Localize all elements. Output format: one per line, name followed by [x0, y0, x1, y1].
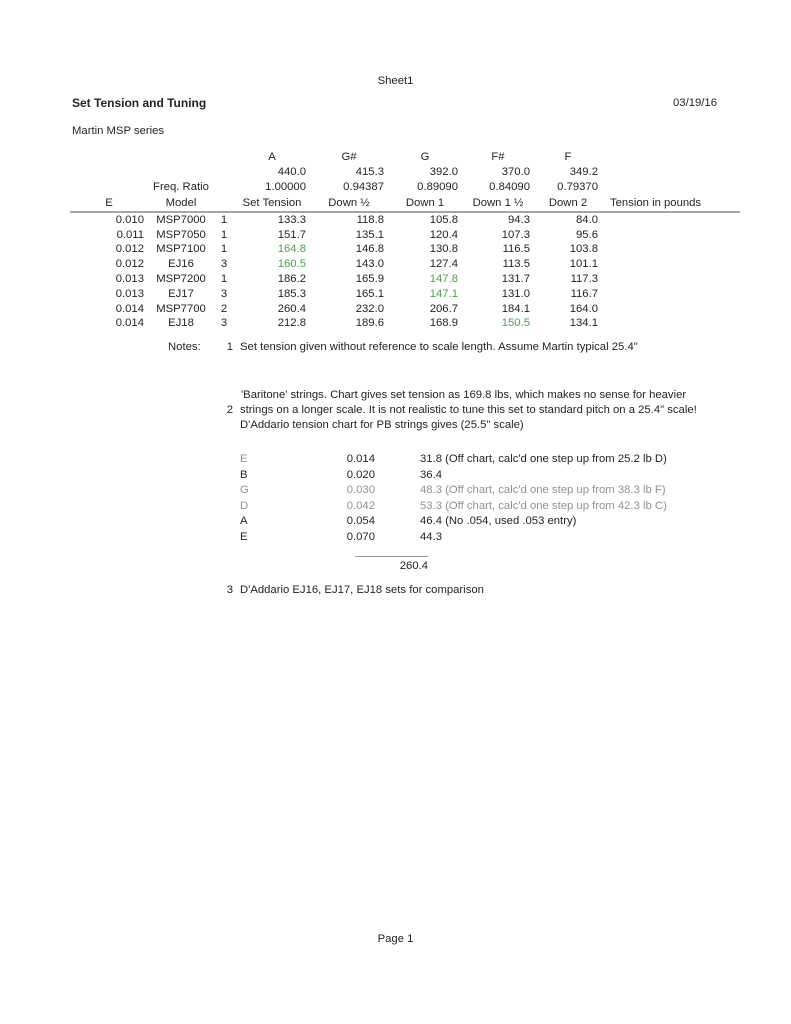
model-cell: MSP7700 [156, 302, 206, 315]
model-cell: EJ16 [168, 258, 194, 271]
notes-label: Notes: [168, 341, 201, 353]
header-gauge: E [70, 196, 148, 212]
down-1-half-cell: 131.7 [501, 273, 530, 285]
string-gauge: 0.014 [346, 453, 375, 465]
freq-ratio-value: 0.89090 [417, 181, 458, 194]
string-note: G [240, 484, 249, 497]
note-2-number: 2 [226, 404, 233, 416]
note-2-text-line2: strings on a longer scale. It is not realistic to tune this set to standard pitch on a 25.4" scale! [240, 404, 697, 416]
gauge-cell: 0.012 [115, 258, 144, 271]
string-tension: 48.3 (Off chart, calc'd one step up from 38.3 lb F) [420, 484, 666, 497]
down-half-cell: 165.1 [355, 287, 384, 300]
down-1-cell: 147.1 [429, 287, 458, 300]
freq-ratio-value: 0.79370 [557, 181, 598, 194]
down-1-cell: 105.8 [429, 213, 458, 226]
model-cell: MSP7100 [156, 243, 206, 256]
qty-cell: 1 [220, 243, 228, 256]
frequency-value: 392.0 [429, 166, 458, 179]
down-1-half-cell: 94.3 [508, 213, 530, 226]
note-name-g: G [420, 151, 430, 163]
tension-row [70, 302, 740, 317]
down-half-cell: 135.1 [355, 228, 384, 241]
qty-cell: 3 [220, 317, 228, 330]
tension-row [70, 212, 740, 228]
tension-row [70, 257, 740, 272]
tension-table [70, 150, 740, 331]
frequency-value: 415.3 [355, 166, 384, 179]
header-qty [214, 196, 234, 212]
down-half-cell: 143.0 [355, 258, 384, 271]
tension-total: 260.4 [399, 560, 428, 572]
header-tension-units: Tension in pounds [602, 196, 740, 212]
string-note: E [240, 453, 248, 465]
header-set-tension: Set Tension [234, 196, 310, 212]
string-gauge: 0.054 [346, 515, 375, 528]
string-gauge: 0.030 [346, 484, 375, 497]
string-tension: 36.4 [420, 468, 442, 481]
set-tension-cell: 186.2 [277, 273, 306, 285]
tension-row [70, 242, 740, 257]
baritone-string-row [240, 514, 760, 530]
string-gauge: 0.070 [346, 530, 375, 543]
set-tension-cell: 260.4 [277, 302, 306, 315]
note-1-text: Set tension given without reference to scale length. Assume Martin typical 25.4" [240, 341, 638, 353]
freq-ratio-value: 0.94387 [343, 181, 384, 194]
tension-row [70, 287, 740, 302]
down-half-cell: 232.0 [355, 302, 384, 315]
down-2-cell: 84.0 [576, 213, 598, 226]
qty-cell: 1 [220, 228, 228, 241]
note-name-fsharp: F# [491, 151, 505, 163]
down-2-cell: 101.1 [569, 258, 598, 271]
string-tension: 46.4 (No .054, used .053 entry) [420, 515, 577, 528]
model-cell: EJ18 [168, 317, 194, 330]
down-1-cell: 127.4 [429, 258, 458, 271]
baritone-string-row [240, 483, 760, 499]
sheet-name: Sheet1 [377, 75, 414, 87]
down-1-cell: 130.8 [429, 243, 458, 256]
header-down-2: Down 2 [534, 196, 602, 212]
freq-ratio-label: Freq. Ratio [153, 181, 209, 194]
string-tension: 44.3 [420, 530, 442, 543]
string-note: A [240, 515, 248, 528]
baritone-string-row [240, 530, 760, 546]
set-tension-cell: 212.8 [277, 317, 306, 330]
qty-cell: 1 [220, 213, 228, 226]
freq-ratio-value: 0.84090 [489, 181, 530, 194]
note-name-gsharp: G# [341, 151, 357, 163]
down-1-cell: 206.7 [429, 302, 458, 315]
frequency-value: 440.0 [277, 166, 306, 179]
down-1-half-cell: 116.5 [502, 243, 530, 256]
down-1-cell: 120.4 [429, 228, 458, 241]
gauge-cell: 0.014 [115, 317, 144, 330]
frequency-value: 370.0 [501, 166, 530, 179]
note-name-a: A [268, 151, 276, 163]
baritone-string-row [240, 499, 760, 515]
set-tension-cell: 133.3 [277, 213, 306, 226]
down-1-half-cell: 113.5 [502, 258, 530, 271]
note-3-number: 3 [226, 584, 233, 596]
gauge-cell: 0.013 [115, 287, 144, 300]
header-down-1-half: Down 1 ½ [462, 196, 534, 212]
page-number: Page 1 [377, 933, 414, 945]
down-1-half-cell: 150.5 [501, 317, 530, 330]
note-2-text-line3: D'Addario tension chart for PB strings gives (25.5" scale) [240, 419, 524, 431]
down-2-cell: 116.7 [570, 287, 598, 300]
string-note: E [240, 530, 248, 543]
frequencies-row [70, 165, 740, 180]
qty-cell: 1 [220, 273, 228, 285]
set-tension-cell: 185.3 [277, 287, 306, 300]
freq-ratio-value: 1.00000 [265, 181, 306, 194]
header-model: Model [148, 196, 214, 212]
gauge-cell: 0.010 [115, 213, 144, 226]
baritone-string-row [240, 452, 760, 468]
note-1-number: 1 [226, 341, 233, 353]
down-2-cell: 134.1 [569, 317, 598, 330]
down-2-cell: 164.0 [569, 302, 598, 315]
header-down-half: Down ½ [310, 196, 388, 212]
down-2-cell: 103.8 [569, 243, 598, 256]
series-subtitle: Martin MSP series [72, 125, 165, 137]
freq-ratio-row [70, 180, 740, 195]
note-2-text-line1: 'Baritone' strings. Chart gives set tension as 169.8 lbs, which makes no sense for heavier [241, 389, 687, 401]
down-1-half-cell: 107.3 [501, 228, 530, 241]
string-note: B [240, 468, 248, 481]
set-tension-cell: 164.8 [277, 243, 306, 256]
string-tension: 31.8 (Off chart, calc'd one step up from 25.2 lb D) [420, 453, 667, 465]
model-cell: MSP7000 [156, 213, 206, 226]
down-1-half-cell: 131.0 [501, 287, 530, 300]
string-gauge: 0.020 [346, 468, 375, 481]
gauge-cell: 0.011 [116, 228, 144, 241]
gauge-cell: 0.012 [115, 243, 144, 256]
model-cell: MSP7050 [156, 228, 206, 241]
tension-row [70, 316, 740, 331]
sum-divider-line [355, 556, 428, 557]
string-note: D [240, 499, 249, 512]
gauge-cell: 0.014 [115, 302, 144, 315]
down-2-cell: 95.6 [576, 228, 598, 241]
down-half-cell: 189.6 [355, 317, 384, 330]
string-tension: 53.3 (Off chart, calc'd one step up from 42.3 lb C) [420, 499, 667, 512]
column-header-row [70, 196, 740, 212]
qty-cell: 3 [220, 287, 228, 300]
page-title: Set Tension and Tuning [72, 96, 207, 110]
qty-cell: 3 [220, 258, 228, 271]
down-1-cell: 168.9 [429, 317, 458, 330]
set-tension-cell: 160.5 [277, 258, 306, 271]
string-gauge: 0.042 [346, 499, 375, 512]
model-cell: MSP7200 [156, 273, 206, 285]
down-1-cell: 147.8 [429, 273, 458, 285]
header-down-1: Down 1 [388, 196, 462, 212]
model-cell: EJ17 [168, 287, 194, 300]
gauge-cell: 0.013 [115, 273, 144, 285]
baritone-string-row [240, 468, 760, 484]
down-half-cell: 165.9 [355, 273, 384, 285]
tension-row [70, 228, 740, 243]
frequency-value: 349.2 [569, 166, 598, 179]
baritone-string-list [240, 452, 760, 546]
qty-cell: 2 [220, 302, 228, 315]
down-half-cell: 146.8 [355, 243, 384, 256]
note-name-f: F [564, 151, 572, 163]
note-3-text: D'Addario EJ16, EJ17, EJ18 sets for comparison [240, 584, 484, 596]
date-label: 03/19/16 [673, 97, 717, 109]
down-1-half-cell: 184.1 [501, 302, 530, 315]
note-names-row [70, 150, 740, 165]
down-2-cell: 117.3 [570, 273, 598, 285]
tension-row [70, 272, 740, 287]
down-half-cell: 118.8 [356, 213, 384, 226]
set-tension-cell: 151.7 [277, 228, 306, 241]
